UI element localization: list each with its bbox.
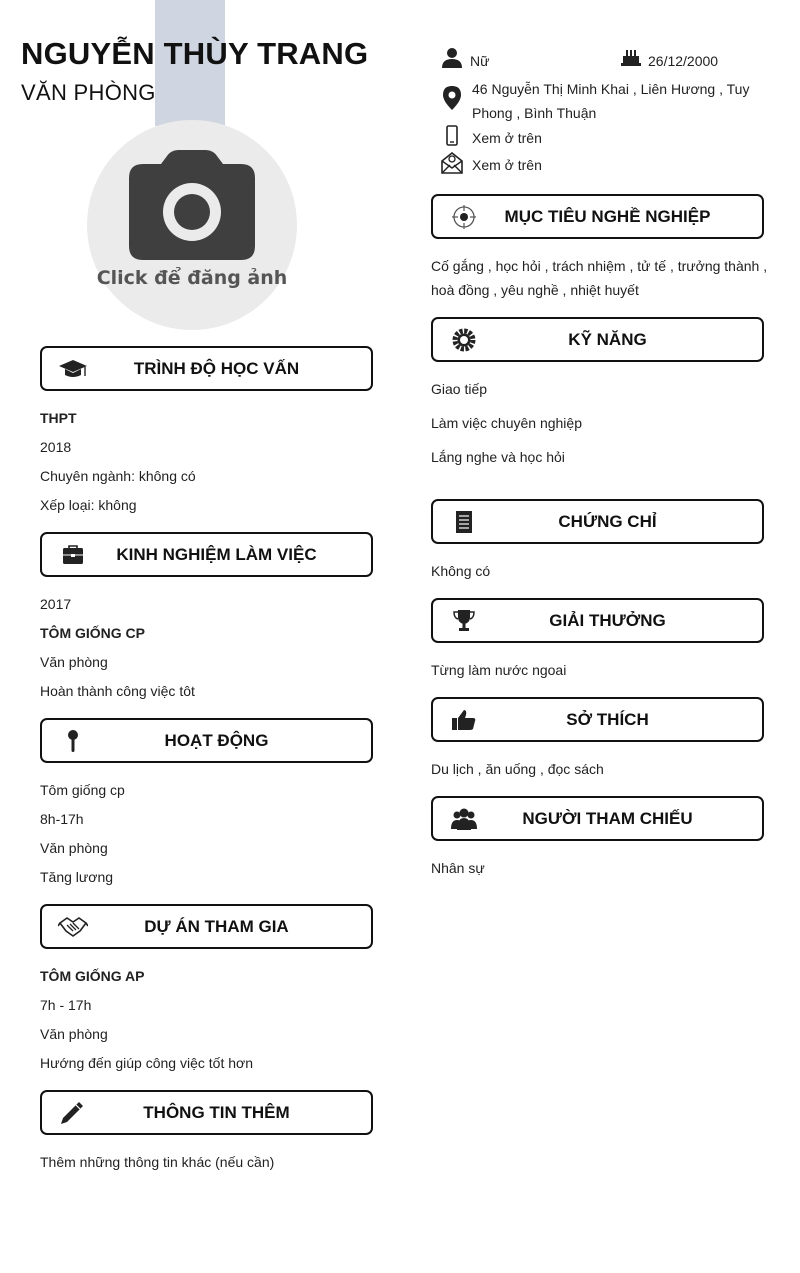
experience-title: KINH NGHIỆM LÀM VIỆC bbox=[116, 545, 317, 564]
additional-info-title: THÔNG TIN THÊM bbox=[143, 1103, 290, 1122]
photo-upload-label: Click để đăng ảnh bbox=[96, 267, 288, 289]
activities-section-header[interactable] bbox=[40, 718, 373, 763]
skill-item[interactable]: Làm việc chuyên nghiệp bbox=[431, 415, 582, 431]
activities-time[interactable]: 8h-17h bbox=[40, 811, 84, 827]
skill-item[interactable]: Giao tiếp bbox=[431, 381, 488, 397]
education-section-header[interactable] bbox=[40, 346, 373, 391]
experience-section-header[interactable] bbox=[40, 532, 373, 577]
additional-info-text[interactable]: Thêm những thông tin khác (nếu cần) bbox=[40, 1154, 275, 1170]
activities-description[interactable]: Tăng lương bbox=[40, 869, 114, 885]
career-objective-title: MỤC TIÊU NGHỀ NGHIỆP bbox=[504, 207, 711, 226]
gender-field[interactable] bbox=[441, 47, 621, 71]
phone-value: Xem ở trên bbox=[472, 130, 542, 146]
address-value: 46 Nguyễn Thị Minh Khai , Liên Hương , Tuy Phong , Bình Thuận bbox=[472, 81, 750, 121]
photo-upload[interactable] bbox=[87, 120, 297, 330]
education-title: TRÌNH ĐỘ HỌC VẤN bbox=[133, 359, 300, 378]
career-objective-section-header[interactable] bbox=[431, 194, 764, 239]
activities-role[interactable]: Văn phòng bbox=[40, 840, 108, 856]
email-value: Xem ở trên bbox=[472, 157, 542, 173]
experience-company[interactable]: TÔM GIỐNG CP bbox=[40, 625, 145, 641]
email-icon bbox=[441, 152, 463, 174]
job-position[interactable]: VĂN PHÒNG bbox=[21, 80, 156, 105]
project-name[interactable]: TÔM GIỐNG AP bbox=[40, 968, 145, 984]
projects-section-header[interactable] bbox=[40, 904, 373, 949]
experience-year[interactable]: 2017 bbox=[40, 596, 72, 612]
activities-title: HOẠT ĐỘNG bbox=[164, 731, 269, 750]
education-grade[interactable]: Xếp loại: không bbox=[40, 497, 137, 513]
skill-item[interactable]: Lắng nghe và học hỏi bbox=[431, 449, 565, 465]
skills-title: KỸ NĂNG bbox=[568, 330, 647, 349]
projects-title: DỰ ÁN THAM GIA bbox=[144, 917, 289, 936]
references-title: NGƯỜI THAM CHIẾU bbox=[522, 809, 693, 828]
map-pin-icon bbox=[443, 86, 461, 110]
awards-text[interactable]: Từng làm nước ngoai bbox=[431, 662, 567, 678]
skills-section-header[interactable] bbox=[431, 317, 764, 362]
address-field[interactable] bbox=[441, 76, 791, 126]
certificates-text[interactable]: Không có bbox=[431, 563, 491, 579]
education-year[interactable]: 2018 bbox=[40, 439, 72, 455]
email-field[interactable] bbox=[441, 152, 641, 176]
awards-section-header[interactable] bbox=[431, 598, 764, 643]
career-objective-text[interactable]: Cố gắng , học hỏi , trách nhiệm , tử tế , trưởng thành , hoà đồng , yêu nghề , nhiệt huyết bbox=[431, 258, 768, 298]
hobbies-title: SỞ THÍCH bbox=[566, 710, 649, 729]
certificates-title: CHỨNG CHỈ bbox=[558, 512, 657, 531]
experience-description[interactable]: Hoàn thành công việc tôt bbox=[40, 683, 195, 699]
awards-title: GIẢI THƯỞNG bbox=[549, 611, 666, 630]
dob-value: 26/12/2000 bbox=[648, 53, 719, 69]
hobbies-text[interactable]: Du lịch , ăn uống , đọc sách bbox=[431, 761, 604, 777]
dob-field[interactable] bbox=[621, 47, 781, 71]
certificates-section-header[interactable] bbox=[431, 499, 764, 544]
cake-icon bbox=[621, 47, 641, 67]
activities-organization[interactable]: Tôm giống cp bbox=[40, 782, 125, 798]
candidate-name[interactable]: NGUYỄN THÙY TRANG bbox=[21, 36, 369, 71]
phone-field[interactable] bbox=[441, 125, 641, 149]
camera-icon bbox=[129, 150, 255, 260]
project-description[interactable]: Hướng đến giúp công việc tốt hơn bbox=[40, 1055, 253, 1071]
education-school[interactable]: THPT bbox=[40, 410, 77, 426]
education-major[interactable]: Chuyên ngành: không có bbox=[40, 468, 196, 484]
additional-info-section-header[interactable] bbox=[40, 1090, 373, 1135]
project-time[interactable]: 7h - 17h bbox=[40, 997, 92, 1013]
phone-icon bbox=[446, 125, 458, 146]
references-section-header[interactable] bbox=[431, 796, 764, 841]
project-role[interactable]: Văn phòng bbox=[40, 1026, 108, 1042]
references-text[interactable]: Nhân sự bbox=[431, 860, 485, 876]
hobbies-section-header[interactable] bbox=[431, 697, 764, 742]
experience-role[interactable]: Văn phòng bbox=[40, 654, 108, 670]
person-icon bbox=[441, 47, 463, 69]
gender-value: Nữ bbox=[470, 53, 490, 69]
